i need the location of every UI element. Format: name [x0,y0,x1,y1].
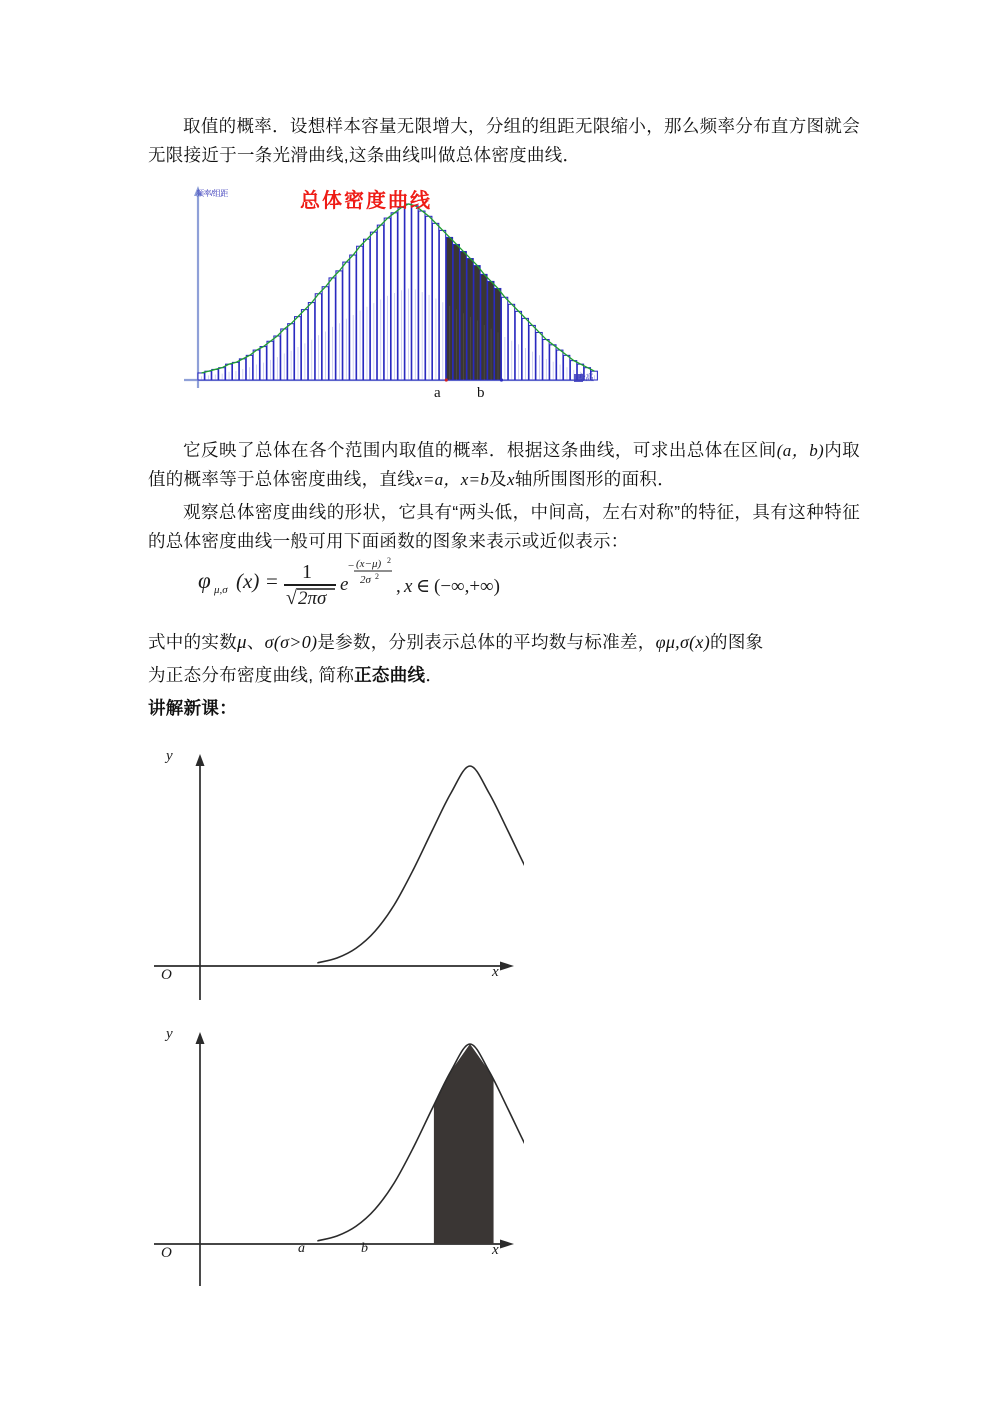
paragraph-2 [148,436,860,494]
figure1-marker-b: b [477,385,485,401]
figure3-marker-a: a [298,1241,305,1256]
figure1-y-axis-label: 频率/组距 [196,189,228,198]
svg-text:(x): (x) [236,569,260,593]
figure3-marker-b: b [361,1241,368,1256]
text-block-lower [148,628,860,727]
svg-text:(x−μ): (x−μ) [356,558,382,570]
normal-density-formula [196,552,526,610]
svg-text:2: 2 [375,572,379,581]
svg-text:φ: φ [198,568,211,593]
figure1-canvas [182,186,612,396]
svg-text:2: 2 [387,556,391,565]
p2-segment-4: 轴所围图形的面积． [514,469,676,489]
p4-sigma-symbol: σ(σ>0) [264,632,318,652]
formula-svg [196,552,526,610]
figure-normal-curve-shaded [152,1026,524,1292]
p2-x-axis: x [506,470,515,489]
svg-text:e: e [340,574,349,595]
figure2-y-label: y [166,748,173,764]
figure1-marker-a: a [434,385,441,401]
svg-text:√: √ [286,587,297,609]
p2-segment-3: 及 [489,469,507,489]
figure-normal-curve [152,748,524,1004]
svg-text:1: 1 [302,561,312,583]
p4-dun: 、 [246,632,265,652]
figure1-title: 总体密度曲线 [300,188,432,212]
figure2-origin-label: O [161,967,172,983]
svg-text:=: = [266,569,278,593]
p4-segment-2: 是参数，分别表示总体的平均数与标准差， [317,632,656,652]
p5-segment-2: ． [425,665,444,685]
p4-segment-1: 式中的实数 [148,632,237,652]
svg-text:(−∞,+∞): (−∞,+∞) [434,576,500,597]
paragraph-5 [148,661,860,690]
paragraph-6-section-heading: 讲解新课： [148,698,237,718]
text-block-top [148,112,860,174]
figure2-canvas [152,752,524,1004]
p4-mu-symbol: μ [237,632,247,653]
svg-text:μ,σ: μ,σ [214,584,228,596]
svg-text:2πσ: 2πσ [298,588,327,609]
p2-lines: x=a，x=b [415,470,490,489]
text-block-middle [148,436,860,560]
figure3-origin-label: O [161,1245,172,1261]
p5-segment-1: 为正态分布密度曲线, 简称 [148,665,355,685]
figure3-y-label: y [166,1026,173,1042]
figure1-x-axis-label: 身高 [578,373,593,382]
figure-population-density-histogram [182,186,612,414]
paragraph-1: 取值的概率．设想样本容量无限增大，分组的组距无限缩小，那么频率分布直方图就会无限接近于一条光滑曲线,这条曲线叫做总体密度曲线． [148,116,860,165]
svg-text:2σ: 2σ [360,574,371,586]
figure3-canvas [152,1030,524,1292]
svg-text:x: x [404,576,413,597]
p2-segment-2: 内取值的概率等于总体密度曲线，直线 [148,440,860,489]
svg-text:,: , [396,576,401,597]
p2-interval: (a，b) [776,441,824,460]
figure2-x-label: x [492,964,499,980]
paragraph-4 [148,628,860,657]
p4-phi-symbol: φμ,σ(x) [655,632,711,652]
p2-segment-1: 它反映了总体在各个范围内取值的概率．根据这条曲线，可求出总体在区间 [183,440,777,460]
figure3-x-label: x [492,1242,499,1258]
p5-term-normal-curve: 正态曲线 [354,665,426,685]
svg-text:∈: ∈ [416,576,431,597]
paragraph-3: 观察总体密度曲线的形状，它具有“两头低，中间高，左右对称”的特征，具有这种特征的总体密度曲线一般可用下面函数的图象来表示或近似表示： [148,502,860,551]
p4-segment-3: 的图象 [710,632,764,652]
svg-text:−: − [348,560,355,572]
